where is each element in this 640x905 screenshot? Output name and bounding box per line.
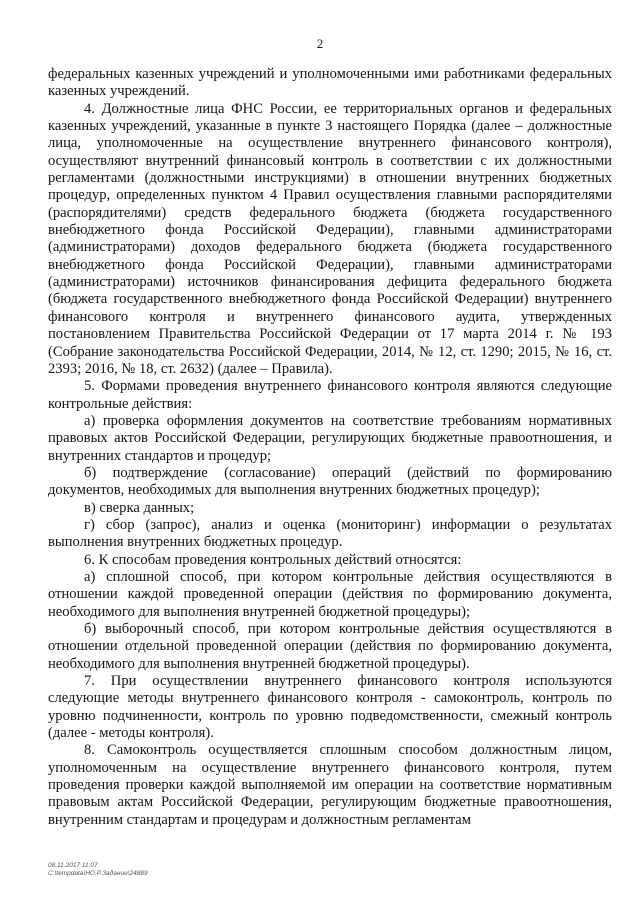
paragraph: 7. При осуществлении внутреннего финансового контроля используются следующие методы внутреннего финансового контроля - самоконтроль, контроль по уровню подчиненности, контроль по уровню подведомственности, смежный контроль (далее - методы контроля).: [48, 673, 612, 742]
paragraph: 6. К способам проведения контрольных действий относятся:: [84, 551, 462, 568]
paragraph: в) сверка данных;: [84, 499, 195, 516]
paragraph: 8. Самоконтроль осуществляется сплошным способом должностным лицом, уполномоченным на осуществление внутреннего финансового контроля, путем проведения проверки каждой выполняемой им операции на соответствие нормативным правовым актам Российской Федерации, регулирующим бюджетные правоотношения, внутренним стандартам и процедурам и должностным регламентам: [48, 742, 612, 828]
paragraph: 4. Должностные лица ФНС России, ее территориальных органов и федеральных казенных учреждений, указанные в пункте 3 настоящего Порядка (далее – должностные лица, уполномоченные на осуществление внутреннего финансового контроля), осуществляют внутренний финансовый контроль в соответствии с их должностными регламентами (должностными инструкциями) в отношении внутренних бюджетных процедур, определенных пунктом 4 Правил осуществления главными распорядителями (распорядителями) средств федерального бюджета (бюджета государственного внебюджетного фонда Российской Федерации), главными администраторами (администраторами) доходов федерального бюджета (бюджета государственного внебюджетного фонда Российской Федерации), главными администраторами (администраторами) источников финансирования дефицита федерального бюджета (бюджета государственного внебюджетного фонда Российской Федерации) внутреннего финансового контроля и внутреннего финансового аудита, утвержденных постановлением Правительства Российской Федерации от 17 марта 2014 г. № 193 (Собрание законодательства Российской Федерации, 2014, № 12, ст. 1290; 2015, № 16, ст. 2393; 2016, № 18, ст. 2632) (далее – Правила).: [48, 100, 612, 377]
paragraph: а) проверка оформления документов на соответствие требованиям нормативных правовых актов Российской Федерации, регулирующих бюджетные правоотношения, и внутренних стандартов и процедур;: [48, 412, 612, 464]
page-number: 2: [316, 36, 324, 51]
paragraph: 5. Формами проведения внутреннего финансового контроля являются следующие контрольные действия:: [48, 378, 612, 412]
paragraph: а) сплошной способ, при котором контрольные действия осуществляются в отношении каждой проведенной операции (действия по формированию документа, необходимого для выполнения внутренней бюджетной процедуры);: [48, 568, 612, 620]
paragraph: б) выборочный способ, при котором контрольные действия осуществляются в отношении отдельной проведенной операции (действия по формированию документа, необходимого для выполнения внутренней бюджетной процедуры).: [48, 621, 612, 672]
paragraph: б) подтверждение (согласование) операций (действий по формированию документов, необходимых для выполнения внутренних бюджетных процедур);: [48, 464, 612, 499]
paragraph: г) сбор (запрос), анализ и оценка (мониторинг) информации о результатах выполнения внутренних бюджетных процедур.: [48, 516, 612, 551]
paragraph: федеральных казенных учреждений и уполномоченными ими работниками федеральных казенных учреждений.: [48, 66, 612, 100]
print-timestamp: 08.11.2017 11:07: [48, 862, 98, 869]
file-path: C:\tempdata\НО.P.Задание\24889: [48, 870, 148, 877]
document-body: [48, 66, 612, 829]
print-footer: [48, 862, 148, 878]
